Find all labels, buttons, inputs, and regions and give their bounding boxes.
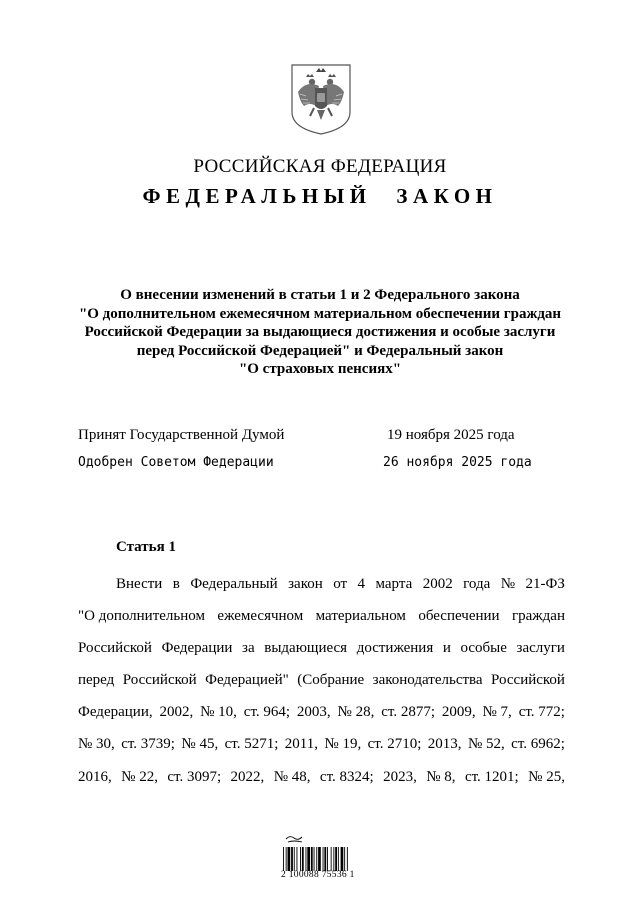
article-body [78,568,565,793]
article-word: 4 [357,576,366,592]
article-word: 2011, [284,736,318,753]
article-word: достижения [356,640,434,657]
article-word: Федеральный [190,576,278,592]
article-word: № 22, [121,768,158,785]
barcode-number: 2 100088 75536 1 [281,870,355,880]
article-word: № 19, [324,736,362,753]
article-word: Российской [491,672,565,689]
article-word: за [242,640,255,657]
article-word: ст. 3097; [167,768,222,785]
article-word: Федерации [161,640,233,657]
article-word: ст. 964; [243,704,291,721]
article-word: ст. 6962; [511,736,565,753]
article-word: Федерации, [78,704,153,721]
article-word: заслуги [516,640,565,657]
article-word: № 25, [528,768,565,785]
article-body-line [78,632,565,664]
article-word: и [442,640,451,657]
law-title-line: "О страховых пенсиях" [238,361,402,377]
article-word: 2016, [78,768,112,785]
article-word: 2002, [159,704,194,721]
article-word: 2023, [383,768,417,785]
article-word: № 48, [273,768,311,785]
council-approval-label: Одобрен Советом Федерации [78,455,274,470]
article-word: марта [375,576,413,592]
law-title-line: перед Российской Федерацией" и Федеральный закон [136,342,504,359]
article-body-line [78,696,565,728]
article-word: Российской [78,640,152,657]
law-title-line: "О дополнительном ежемесячном материальном обеспечении граждан [78,305,562,322]
article-word: Федерацией" [205,672,289,689]
signature-mark-icon [286,837,302,842]
article-word: ст. 2710; [367,736,422,753]
article-word: граждан [511,608,565,625]
duma-adoption-date: 19 ноября 2025 года [387,427,515,443]
article-word: 2003, [296,704,331,721]
article-word: № 7, [482,704,512,721]
article-word: в [172,576,180,592]
article-word: перед [78,672,115,689]
article-word: № 52, [467,736,505,753]
article-word: ст. 8324; [319,768,374,785]
duma-adoption-label: Принят Государственной Думой [78,427,285,443]
article-word: Российской [122,672,197,689]
article-word: Внести [116,576,163,592]
article-word: № 8, [426,768,456,785]
article-word: 2009, [441,704,476,721]
country-name: РОССИЙСКАЯ ФЕДЕРАЦИЯ [193,156,447,177]
article-word: № 28, [337,704,375,721]
article-word: выдающиеся [264,640,348,657]
article-word: материальном [315,608,406,625]
article-word: ст. 3739; [121,736,175,753]
article-word: 2013, [427,736,462,753]
article-word: № 10, [200,704,237,721]
document-type: ФЕДЕРАЛЬНЫЙ ЗАКОН [142,184,498,208]
article-word: ст. 5271; [224,736,279,753]
article-body-line [78,568,565,600]
article-word: ст. 772; [518,704,565,721]
article-body-line [78,664,565,696]
article-word: особые [460,640,507,657]
article-word: 2022, [230,768,265,785]
article-word: законодательства [372,672,483,689]
article-word: № 30, [78,736,115,753]
article-word: от [333,576,348,592]
article-word: закон [288,576,323,592]
article-body-line [78,728,565,760]
article-word: 2002 [422,576,453,592]
article-word: (Собрание [297,672,365,689]
law-title [60,286,580,379]
article-body-line [78,761,565,793]
article-word: ст. 1201; [464,768,519,785]
article-word: обеспечении [418,608,500,625]
law-title-line: О внесении изменений в статьи 1 и 2 Федерального закона [120,287,520,303]
article-word: ежемесячном [217,608,304,625]
state-emblem-icon [286,62,356,136]
article-word: ст. 2877; [381,704,435,721]
barcode-icon [283,847,348,871]
article-word: 21-ФЗ [525,576,565,592]
article-word: № [500,576,516,592]
article-heading: Статья 1 [116,539,176,555]
article-word: "О дополнительном [78,608,205,625]
article-word: № 45, [181,736,219,753]
article-word: года [463,576,491,592]
law-title-line: Российской Федерации за выдающиеся достижения и особые заслуги [84,324,556,340]
council-approval-date: 26 ноября 2025 года [383,455,532,470]
article-body-line [78,600,565,632]
